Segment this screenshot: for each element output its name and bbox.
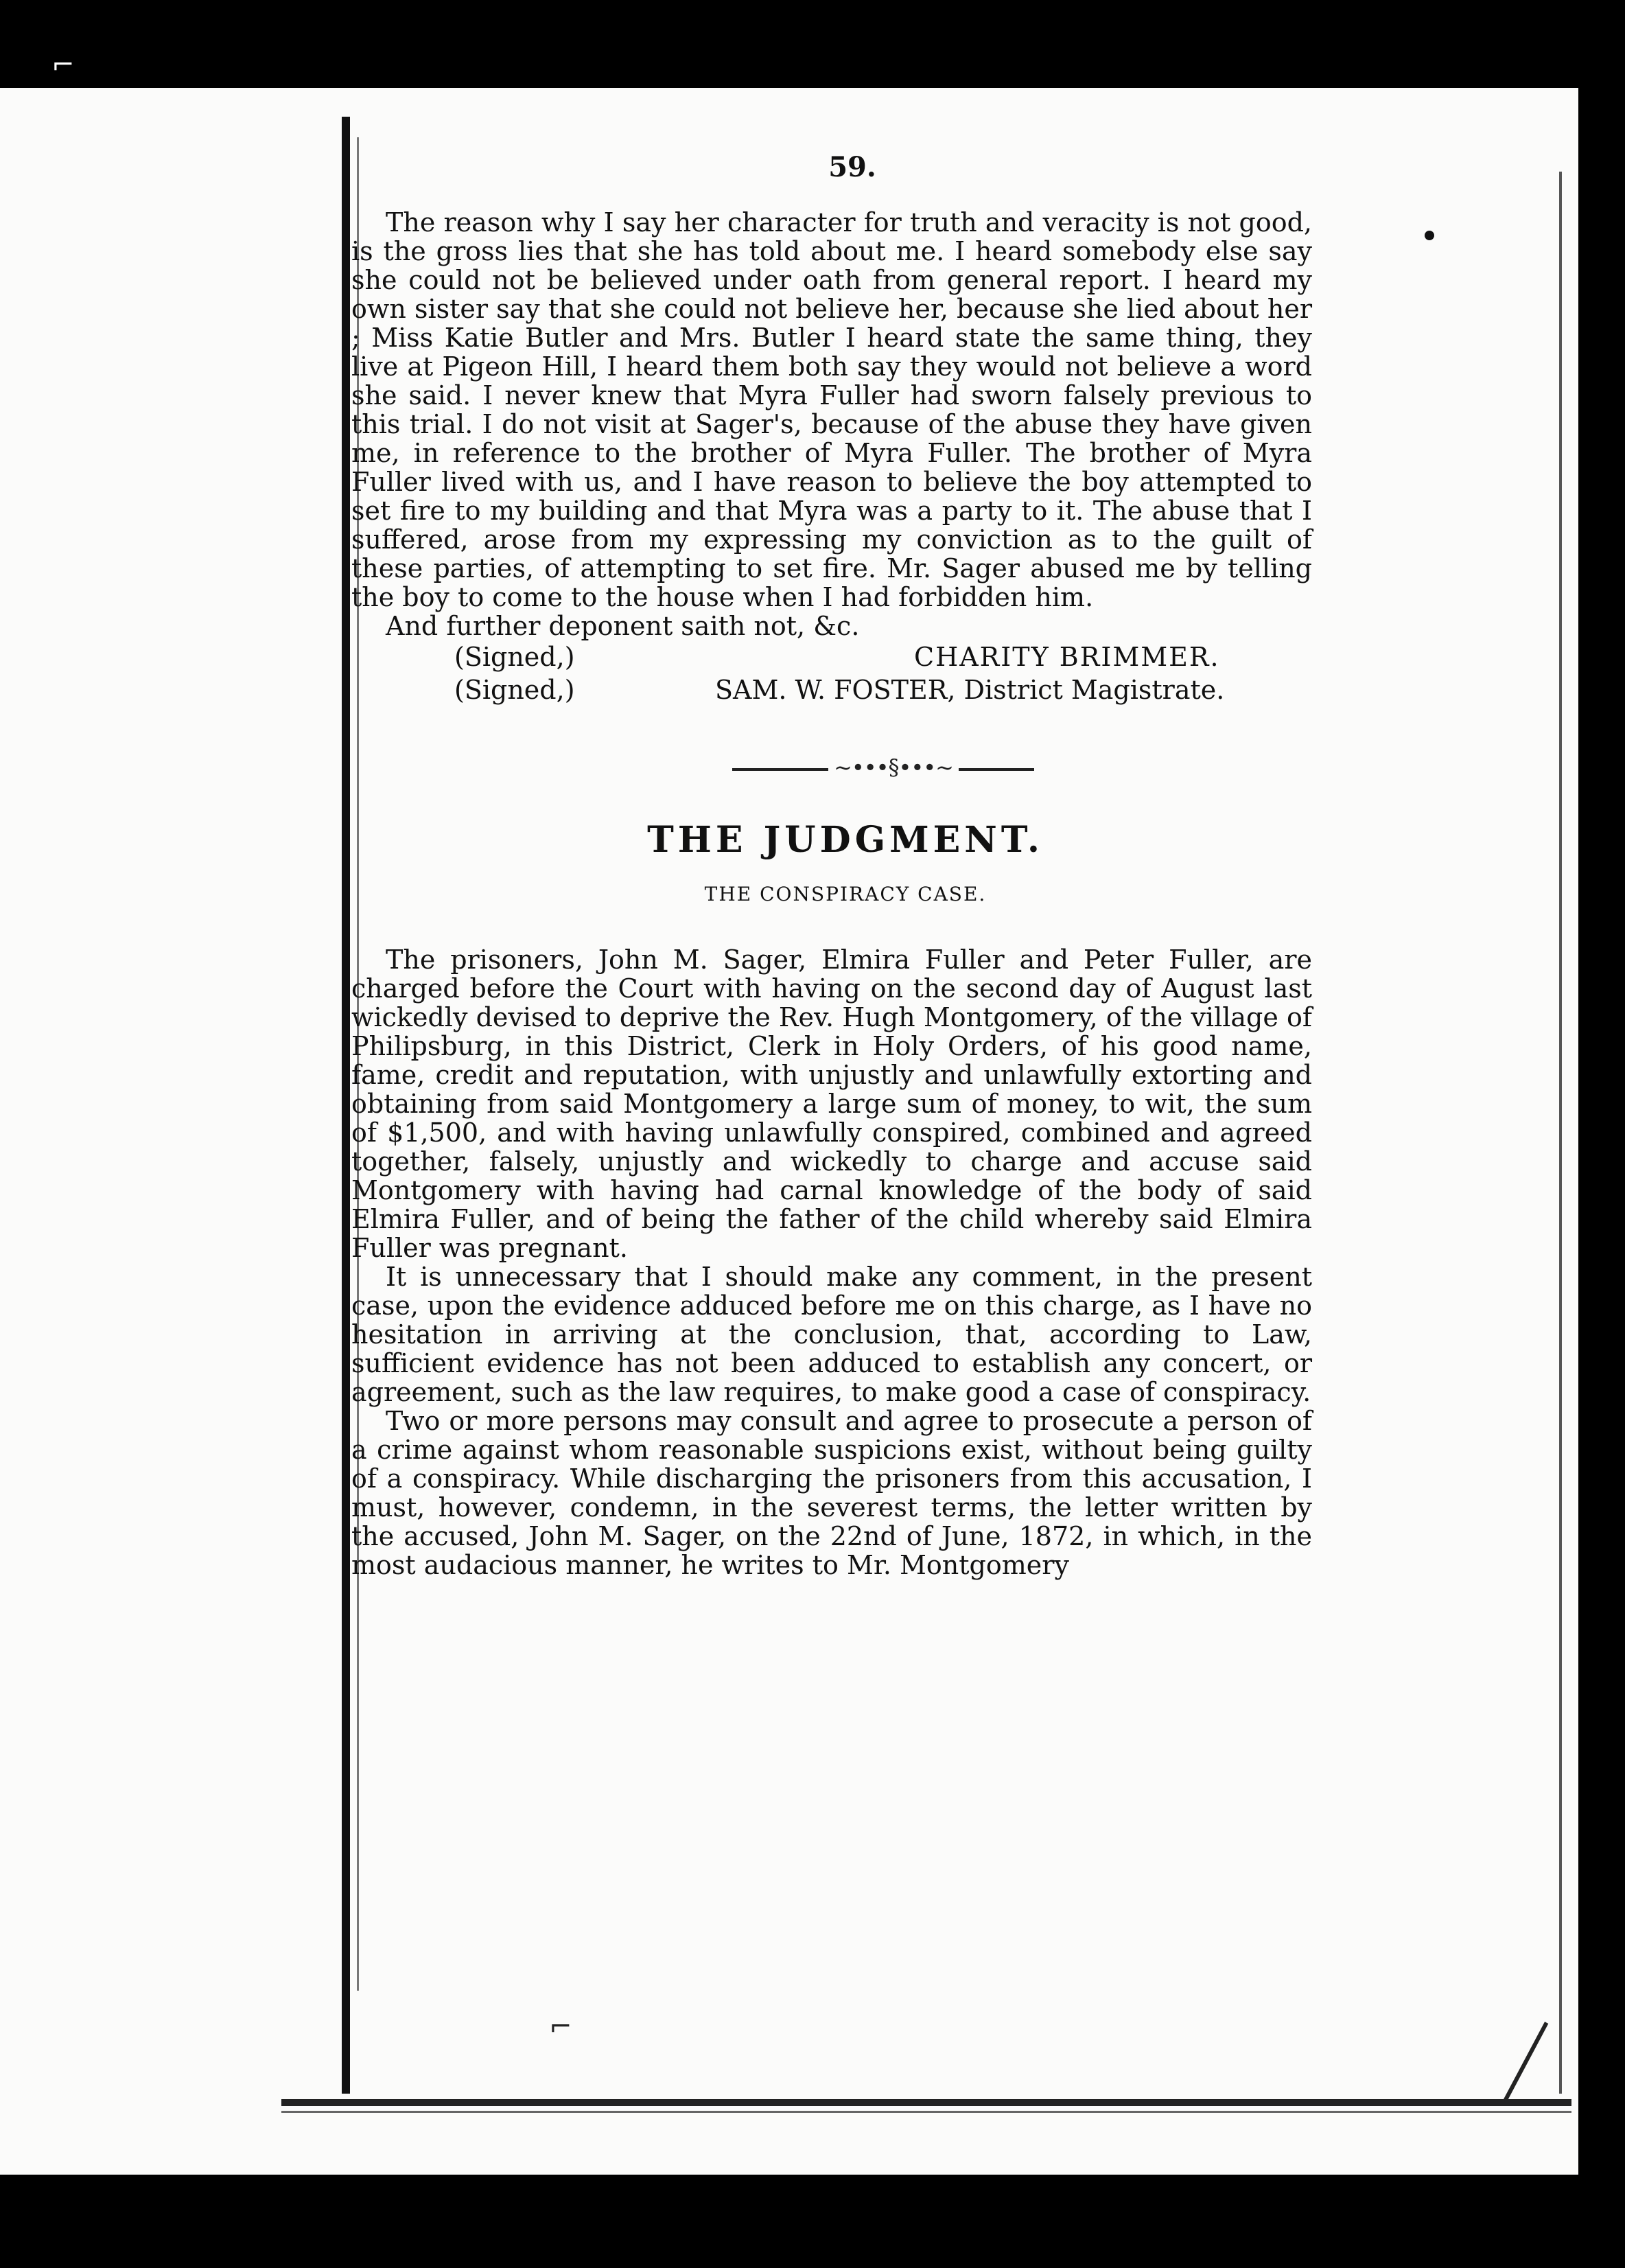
page-number: 59. <box>828 151 876 183</box>
bottom-edge-inner <box>281 2111 1571 2113</box>
section-title: THE JUDGMENT. <box>647 819 1044 861</box>
judgment-paragraph: It is unnecessary that I should make any comment, in the present case, upon the evidence adduced before me on this charge, as I have no hesitation in arriving at the conclusion, that, according to Law, sufficient evidence has not been adduced to establish any concert, or agreement, such as the law requires, to make good a case of conspiracy. <box>351 1262 1312 1407</box>
closing-line: And further deponent saith not, &c. <box>386 611 860 641</box>
stray-ink-mark: ⌐ <box>549 2011 572 2043</box>
ink-spot <box>1425 231 1434 240</box>
section-divider <box>351 754 1312 780</box>
judgment-paragraph: The prisoners, John M. Sager, Elmira Fuller and Peter Fuller, are charged before the Court with having on the second day of August last wickedly devised to deprive the Rev. Hugh Montgomery, of the village of Philipsburg, in this District, Clerk in Holy Orders, of his good name, fame, credit and reputation, with unjustly and unlawfully extorting and obtaining from said Montgomery a large sum of money, to wit, the sum of $1,500, and with having unlawfully conspired, combined and agreed together, falsely, unjustly and wickedly to charge and accuse said Montgomery with having had carnal knowledge of the body of said Elmira Fuller, and of being the father of the child whereby said Elmira Fuller was pregnant. <box>351 945 1312 1263</box>
testimony-paragraph: The reason why I say her character for truth and veracity is not good, is the gross lies that she has told about me. I heard somebody else say she could not be believed under oath from general report. I heard my own sister say that she could not believe her, because she lied about her ; Miss Katie Butler and Mrs. Butler I heard state the same thing, they live at Pigeon Hill, I heard them both say they would not believe a word she said. I never knew that Myra Fuller had sworn falsely previous to this trial. I do not visit at Sager's, because of the abuse they have given me, in reference to the brother of Myra Fuller. The brother of Myra Fuller lived with us, and I have reason to believe the boy attempted to set fire to my building and that Myra was a party to it. The abuse that I suffered, arose from my expressing my conviction as to the guilt of these parties, of attempting to set fire. Mr. Sager abused me by telling the boy to come to the house when I had forbidden him. <box>351 207 1312 612</box>
bottom-edge <box>281 2099 1571 2106</box>
signature-label: (Signed,) <box>454 642 575 672</box>
signature-row-1 <box>351 640 1312 673</box>
corner-mark: ⌐ <box>51 49 75 81</box>
divider-ornament: ~•••§•••~ <box>828 754 959 780</box>
signature-name: CHARITY BRIMMER. <box>914 642 1220 672</box>
document-text <box>351 151 1312 1579</box>
signature-row-2 <box>351 673 1312 706</box>
binding-edge <box>342 117 350 2094</box>
judgment-paragraph: Two or more persons may consult and agree to prosecute a person of a crime against whom reasonable suspicions exist, without being guilty of a conspiracy. While discharging the prisoners from this accusation, I must, however, condemn, in the severest terms, the letter written by the accused, John M. Sager, on the 22nd of June, 1872, in which, in the most audacious manner, he writes to Mr. Montgomery <box>351 1406 1312 1580</box>
section-subtitle: THE CONSPIRACY CASE. <box>704 883 987 905</box>
signature-label: (Signed,) <box>454 675 575 705</box>
page-right-edge <box>1559 172 1562 2094</box>
signature-name: SAM. W. FOSTER, District Magistrate. <box>715 675 1225 705</box>
